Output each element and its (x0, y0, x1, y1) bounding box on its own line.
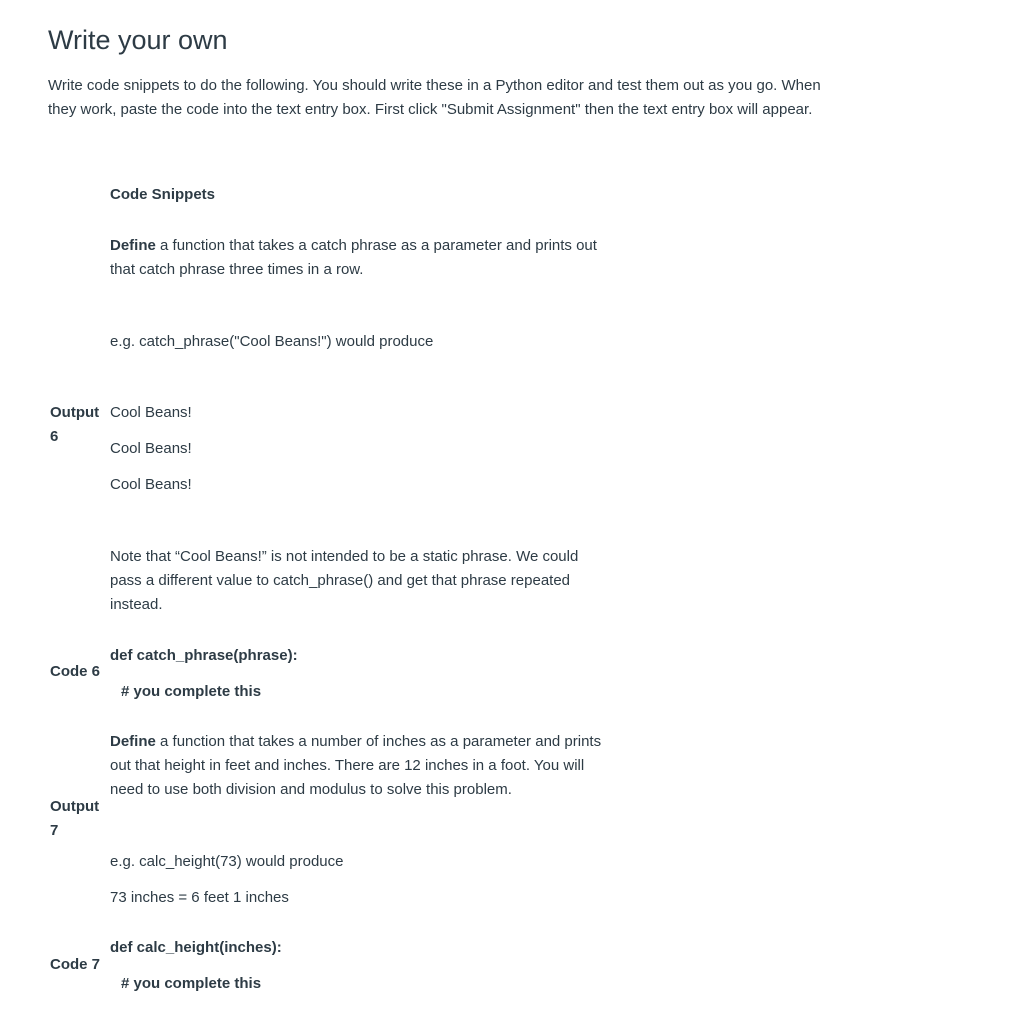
task6-description-line-2: that catch phrase three times in a row. (110, 261, 364, 278)
task7-define-word: Define (110, 733, 156, 750)
task7-description-rest: a function that takes a number of inches as a parameter and prints (155, 733, 602, 750)
task7-output-label: Output (50, 798, 100, 815)
section-heading: Code Snippets (110, 186, 216, 203)
task7-code-label: Code 7 (50, 956, 101, 973)
task7-description-line-2: out that height in feet and inches. There are 12 inches in a foot. You will (110, 757, 585, 774)
task6-description-rest: a function that takes a catch phrase as a parameter and prints out (155, 237, 597, 254)
intro-line-1: Write code snippets to do the following. You should write these in a Python editor and test them out as you go. When (48, 77, 821, 94)
task7-output-number: 7 (50, 822, 59, 839)
task7-description-line-1 (110, 733, 601, 750)
page-title: Write your own (48, 25, 228, 55)
task6-description-line-1 (110, 237, 597, 254)
task6-note-line-3: instead. (110, 596, 163, 613)
task6-code-line-2: # you complete this (121, 683, 262, 700)
task6-note-line-2: pass a different value to catch_phrase() and get that phrase repeated (110, 572, 571, 589)
task7-code-line-2: # you complete this (121, 975, 262, 992)
task6-note-line-1: Note that “Cool Beans!” is not intended to be a static phrase. We could (110, 548, 579, 565)
task6-example: e.g. catch_phrase("Cool Beans!") would produce (110, 333, 434, 350)
task6-output-number: 6 (50, 428, 59, 445)
task7-output-line: 73 inches = 6 feet 1 inches (110, 889, 289, 906)
task6-output-label: Output (50, 404, 100, 421)
intro-line-2: they work, paste the code into the text entry box. First click "Submit Assignment" then the text entry box will appear. (48, 101, 813, 118)
task6-output-line-3: Cool Beans! (110, 476, 192, 493)
task6-define-word: Define (110, 237, 156, 254)
task6-code-label: Code 6 (50, 663, 101, 680)
task7-code-line-1: def calc_height(inches): (110, 939, 282, 956)
task7-description-line-3: need to use both division and modulus to solve this problem. (110, 781, 512, 798)
task7-example: e.g. calc_height(73) would produce (110, 853, 344, 870)
task6-output-line-2: Cool Beans! (110, 440, 192, 457)
task6-code-line-1: def catch_phrase(phrase): (110, 647, 298, 664)
task6-output-line-1: Cool Beans! (110, 404, 192, 421)
